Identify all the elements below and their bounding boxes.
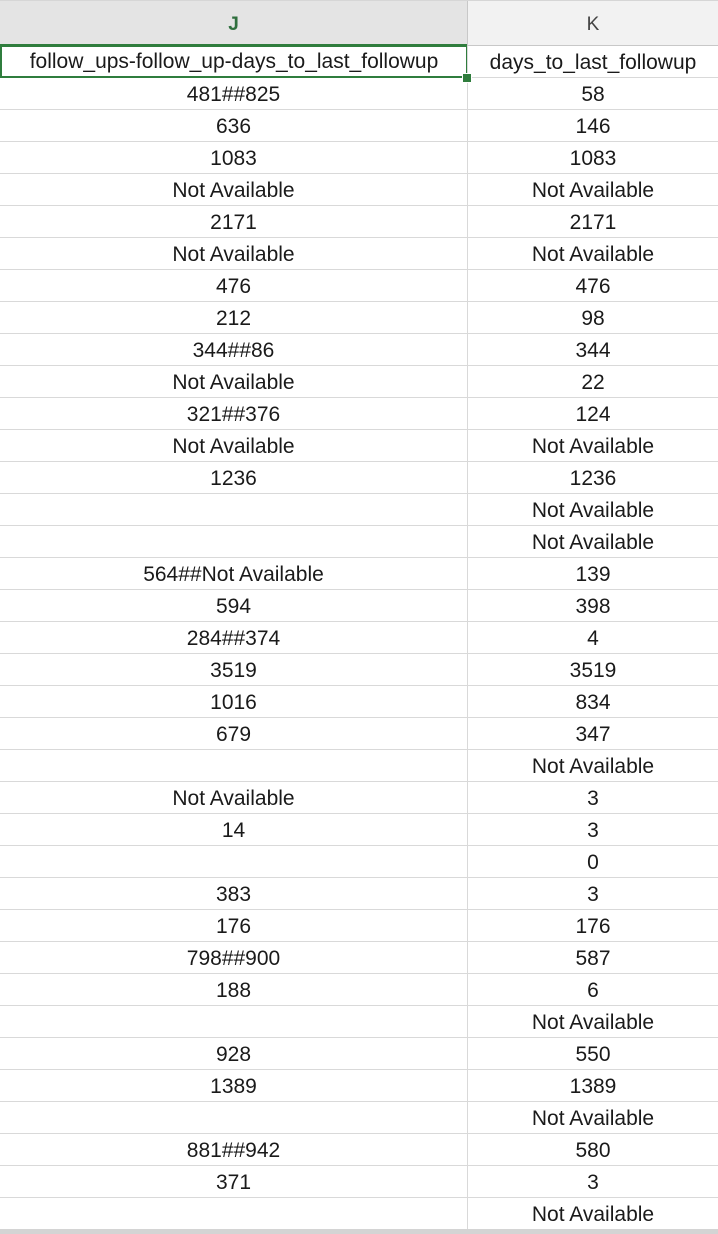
cell-j[interactable]: 176	[215, 915, 252, 938]
cell-j[interactable]: Not Available	[172, 243, 295, 266]
cell-j[interactable]	[0, 526, 467, 557]
table-row	[0, 814, 718, 846]
cell-j[interactable]: 1389	[210, 1075, 257, 1098]
cell-k[interactable]: Not Available	[467, 750, 718, 781]
cell-j-selected[interactable]: follow_ups-follow_up-days_to_last_followup	[0, 46, 468, 78]
cell-k[interactable]: 3519	[467, 654, 718, 685]
cell-k[interactable]: Not Available	[467, 238, 718, 269]
cell-k[interactable]: 347	[467, 718, 718, 749]
grid-bottom-edge	[0, 1229, 718, 1234]
table-row	[0, 142, 718, 174]
cell-k[interactable]: 2171	[467, 206, 718, 237]
table-row	[0, 558, 718, 590]
cell-k[interactable]: 834	[467, 686, 718, 717]
cell-j[interactable]	[0, 494, 467, 525]
table-row	[0, 46, 718, 78]
table-row	[0, 1166, 718, 1198]
table-row	[0, 366, 718, 398]
table-row	[0, 462, 718, 494]
cell-j[interactable]: 679	[215, 723, 252, 746]
cell-j[interactable]	[0, 1198, 467, 1229]
cell-k[interactable]: Not Available	[467, 430, 718, 461]
cell-k[interactable]: 1083	[467, 142, 718, 173]
cell-j[interactable]: 798##900	[186, 947, 281, 970]
table-row	[0, 846, 718, 878]
cell-k[interactable]: 58	[467, 78, 718, 109]
table-row	[0, 1038, 718, 1070]
cell-j[interactable]: 3519	[210, 659, 257, 682]
cell-k[interactable]: 22	[467, 366, 718, 397]
cell-grid	[0, 46, 718, 1230]
cell-k[interactable]: 1236	[467, 462, 718, 493]
table-row	[0, 718, 718, 750]
table-row	[0, 686, 718, 718]
table-row	[0, 174, 718, 206]
cell-k[interactable]: 6	[467, 974, 718, 1005]
cell-j[interactable]: 881##942	[186, 1139, 281, 1162]
cell-j[interactable]: 1083	[210, 147, 257, 170]
table-row	[0, 1006, 718, 1038]
cell-j[interactable]: 14	[221, 819, 246, 842]
cell-j[interactable]: 371	[215, 1171, 252, 1194]
cell-j[interactable]: 321##376	[186, 403, 281, 426]
table-row	[0, 750, 718, 782]
cell-k[interactable]: days_to_last_followup	[467, 46, 718, 77]
cell-k[interactable]: 398	[467, 590, 718, 621]
table-row	[0, 942, 718, 974]
table-row	[0, 782, 718, 814]
cell-k[interactable]: Not Available	[467, 526, 718, 557]
cell-k[interactable]: 0	[467, 846, 718, 877]
table-row	[0, 430, 718, 462]
cell-k[interactable]: 124	[467, 398, 718, 429]
cell-j[interactable]: 188	[215, 979, 252, 1002]
cell-j[interactable]: Not Available	[172, 435, 295, 458]
table-row	[0, 238, 718, 270]
cell-k[interactable]: 3	[467, 878, 718, 909]
cell-j[interactable]: 212	[215, 307, 252, 330]
cell-k[interactable]: 4	[467, 622, 718, 653]
table-row	[0, 974, 718, 1006]
cell-k[interactable]: 580	[467, 1134, 718, 1165]
cell-j[interactable]: 1016	[210, 691, 257, 714]
cell-j[interactable]: 284##374	[186, 627, 281, 650]
cell-k[interactable]: 3	[467, 1166, 718, 1197]
cell-k[interactable]: 146	[467, 110, 718, 141]
cell-k[interactable]: 98	[467, 302, 718, 333]
table-row	[0, 622, 718, 654]
table-row	[0, 302, 718, 334]
cell-k[interactable]: 1389	[467, 1070, 718, 1101]
cell-j[interactable]: 928	[215, 1043, 252, 1066]
table-row	[0, 398, 718, 430]
table-row	[0, 1198, 718, 1230]
cell-j[interactable]: 383	[215, 883, 252, 906]
table-row	[0, 526, 718, 558]
table-row	[0, 334, 718, 366]
table-row	[0, 494, 718, 526]
table-row	[0, 1102, 718, 1134]
cell-k[interactable]: Not Available	[467, 494, 718, 525]
cell-k[interactable]: 344	[467, 334, 718, 365]
cell-j[interactable]: 481##825	[186, 83, 281, 106]
cell-k[interactable]: 139	[467, 558, 718, 589]
cell-j[interactable]: 1236	[210, 467, 257, 490]
cell-k[interactable]: 550	[467, 1038, 718, 1069]
table-row	[0, 654, 718, 686]
table-row	[0, 910, 718, 942]
cell-k[interactable]: 176	[467, 910, 718, 941]
table-row	[0, 110, 718, 142]
cell-k[interactable]: 3	[467, 782, 718, 813]
cell-j[interactable]: 636	[215, 115, 252, 138]
cell-j[interactable]: 564##Not Available	[143, 563, 324, 586]
cell-j[interactable]	[0, 1006, 467, 1037]
cell-j[interactable]: Not Available	[172, 787, 295, 810]
selection-fill-handle[interactable]	[462, 73, 472, 83]
table-row	[0, 1070, 718, 1102]
column-header-j[interactable]: J	[0, 1, 467, 47]
table-row	[0, 78, 718, 110]
cell-j[interactable]: 594	[215, 595, 252, 618]
cell-k[interactable]: 587	[467, 942, 718, 973]
cell-j[interactable]	[0, 750, 467, 781]
cell-j[interactable]	[0, 846, 467, 877]
cell-j[interactable]: 476	[215, 275, 252, 298]
column-header-row	[0, 0, 718, 46]
cell-j[interactable]: Not Available	[172, 179, 295, 202]
cell-j[interactable]: 2171	[210, 211, 257, 234]
table-row	[0, 1134, 718, 1166]
table-row	[0, 206, 718, 238]
cell-k[interactable]: Not Available	[467, 1102, 718, 1133]
cell-j[interactable]: 344##86	[192, 339, 275, 362]
cell-k[interactable]: Not Available	[467, 174, 718, 205]
table-row	[0, 270, 718, 302]
cell-k[interactable]: Not Available	[467, 1006, 718, 1037]
table-row	[0, 878, 718, 910]
column-header-k[interactable]: K	[467, 1, 718, 46]
cell-k[interactable]: Not Available	[467, 1198, 718, 1229]
table-row	[0, 590, 718, 622]
cell-j[interactable]: Not Available	[172, 371, 295, 394]
cell-j[interactable]	[0, 1102, 467, 1133]
cell-k[interactable]: 3	[467, 814, 718, 845]
cell-k[interactable]: 476	[467, 270, 718, 301]
